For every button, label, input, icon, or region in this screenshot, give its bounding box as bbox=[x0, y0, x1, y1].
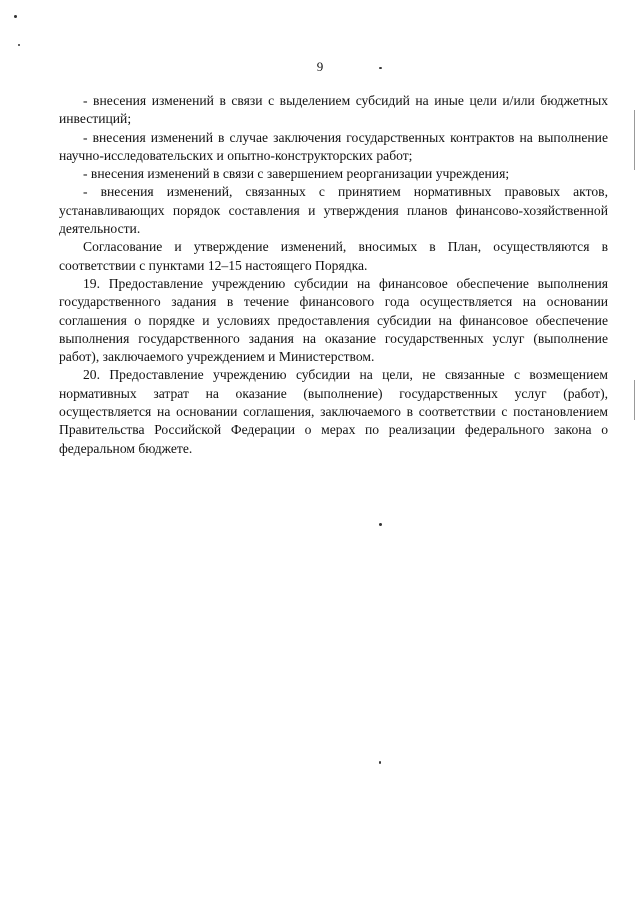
list-item: - внесения изменений, связанных с принятием нормативных правовых актов, устанавливающих порядок составления и утверждения планов финансово-хозяйственной деятельности. bbox=[59, 184, 608, 237]
paragraph: Согласование и утверждение изменений, вносимых в План, осуществляются в соответствии с пунктами 12–15 настоящего Порядка. bbox=[59, 239, 608, 273]
scan-speck bbox=[379, 523, 382, 526]
paragraph-20: 20. Предоставление учреждению субсидии на цели, не связанные с возмещением нормативных затрат на оказание (выполнение) государственных услуг (работ), осуществляется на основании соглашения, заключаемого в соответствии с постановлением Правительства Российской Федерации о мерах по реализации федерального закона о федеральном бюджете. bbox=[59, 367, 608, 456]
scan-speck bbox=[18, 44, 20, 46]
scan-edge-mark bbox=[634, 110, 635, 170]
list-item: - внесения изменений в связи с завершением реорганизации учреждения; bbox=[83, 166, 510, 182]
paragraph-19: 19. Предоставление учреждению субсидии на финансовое обеспечение выполнения государственного задания в течение финансового года осуществляется на основании соглашения о порядке и условиях предоставления субсидии на финансовое обеспечение выполнения государственного задания на оказание государственных услуг (выполнение работ), заключаемого учреждением и Министерством. bbox=[59, 275, 608, 365]
list-item: - внесения изменений в связи с выделением субсидий на иные цели и/или бюджетных инвестиций; bbox=[59, 93, 608, 127]
scan-speck bbox=[14, 15, 17, 18]
document-body bbox=[59, 92, 608, 458]
scan-speck bbox=[379, 761, 381, 764]
scan-edge-mark bbox=[634, 380, 635, 420]
list-item: - внесения изменений в случае заключения государственных контрактов на выполнение научно-исследовательских и опытно-конструкторских работ; bbox=[59, 129, 608, 163]
page-number: 9 bbox=[316, 59, 324, 74]
